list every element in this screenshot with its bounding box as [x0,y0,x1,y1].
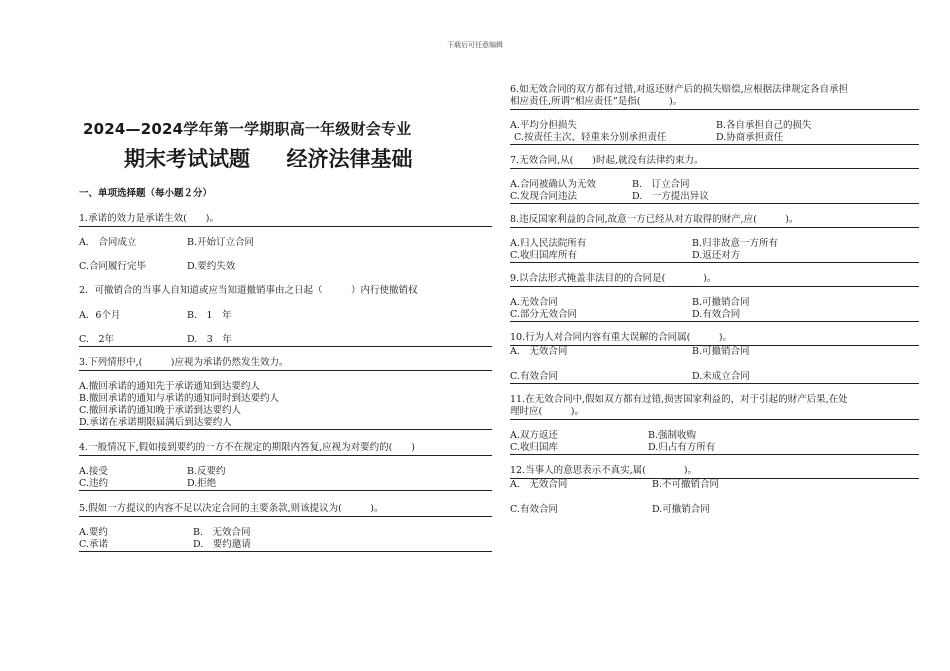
question-stem: 11.在无效合同中,假如双方都有过错,损害国家利益的，对于引起的财产后果,在处 [510,394,848,405]
question-stem: 9.以合法形式掩盖非法目的的合同是( )。 [510,273,919,287]
option-row [79,478,492,491]
option-c: C.违约 [79,478,108,489]
option-d: D. 3 年 [187,334,232,345]
option-c: C. 2年 [79,334,114,345]
header-note: 下载后可任意编辑 [447,41,503,49]
exam-title: 2024—2024学年第一学期职高一年级财会专业 [83,120,412,138]
option-b: B.可撤销合同 [692,297,750,308]
option-row [79,310,492,322]
option-c: C.撤回承诺的通知晚于承诺到达要约人 [79,405,241,416]
question-6 [510,84,919,145]
option-b: B. 订立合同 [632,179,690,190]
option-b: B.强制收购 [648,430,697,441]
question-stem-cont: 理时应( )。 [510,406,919,420]
question-stem: 5.假如一方提议的内容不足以决定合同的主要条款,则该提议为( )。 [79,503,492,517]
option-c: C.合同履行完毕 [79,261,146,272]
option-row [510,479,919,491]
option-b: B.可撤销合同 [692,346,750,357]
option-row [510,346,919,358]
option-row [79,527,492,539]
option-row [510,297,919,309]
option-c: C.部分无效合同 [510,309,577,320]
question-stem: 10.行为人对合同内容有重大误解的合同属( )。 [510,332,919,346]
option-a: A.合同被确认为无效 [510,179,596,190]
option-row [510,371,919,384]
question-10 [510,332,919,384]
option-b: B.撤回承诺的通知与承诺的通知同时到达要约人 [79,393,280,404]
question-stem: 12.当事人的意思表示不真实,属( )。 [510,465,919,479]
option-row [510,250,919,263]
option-row [79,539,492,552]
option-a: A. 无效合同 [510,479,568,490]
option-d: D.归占有方所有 [648,442,716,453]
question-stem: 7.无效合同,从( )时起,就没有法律约束力。 [510,155,919,169]
option-row [510,191,919,204]
question-stem: 8.违反国家利益的合同,故意一方已经从对方取得的财产,应( )。 [510,214,919,228]
question-3 [79,357,492,430]
question-5 [79,503,492,552]
section-heading: 一、单项选择题（每小题２分） [79,188,213,199]
question-8 [510,214,919,263]
option-a: A. 合同成立 [79,237,137,248]
option-c: C.有效合同 [510,504,558,515]
option-a: A．6个月 [79,310,121,321]
question-4 [79,442,492,491]
option-a: A.要约 [79,527,108,538]
option-d: D.返还对方 [692,250,741,261]
option-row [79,334,492,347]
option-b: B.各自承担自己的损失 [716,120,812,131]
option-row [510,430,919,442]
option-row [79,261,492,273]
option-a: A.平均分担损失 [510,120,577,131]
exam-subtitle: 期末考试试题 经济法律基础 [124,147,413,171]
option-b: B.归非故意一方所有 [692,238,779,249]
option-b: B.不可撤销合同 [652,479,720,490]
question-stem: 1.承诺的效力是承诺生效( )。 [79,213,492,227]
option-d: D.拒绝 [187,478,217,489]
option-d: D.可撤销合同 [652,504,710,515]
option-a: A. 无效合同 [510,346,568,357]
option-d: D.有效合同 [692,309,741,320]
option-b: B.反要约 [187,466,226,477]
option-row [79,466,492,478]
question-stem: 3.下列情形中,( )应视为承诺仍然发生效力。 [79,357,492,371]
option-b: B. 1 年 [187,310,232,321]
option-c: C.发现合同违法 [510,191,577,202]
question-stem: 6.如无效合同的双方都有过错,对返还财产后的损失赔偿,应根据法律规定各自承担 [510,84,849,95]
option-c: C.承诺 [79,539,108,550]
option-c: C.按责任主次、轻重来分别承担责任 [514,132,667,143]
left-column [79,118,492,552]
option-d: D.承诺在承诺期限届满后到达要约人 [79,417,492,430]
question-stem-cont: 相应责任,所谓“相应责任”是指( )。 [510,96,919,110]
option-d: D.未成立合同 [692,371,750,382]
option-d: D. 要约邀请 [193,539,251,550]
question-stem: 4.一般情况下,假如接到要约的一方不在规定的期限内答复,应视为对要约的( ) [79,442,492,456]
option-row [510,132,919,145]
question-7 [510,155,919,204]
option-a: A.接受 [79,466,108,477]
right-column [510,84,919,516]
question-1 [79,213,492,273]
option-row [79,237,492,249]
option-d: D.要约失效 [187,261,236,272]
option-a: A.撤回承诺的通知先于承诺通知到达要约人 [79,381,260,392]
option-a: A.无效合同 [510,297,558,308]
option-d: D.协商承担责任 [716,132,784,143]
option-row [510,442,919,455]
option-c: C.有效合同 [510,371,558,382]
question-12 [510,465,919,516]
question-2 [79,285,492,347]
option-c: C.收归国库 [510,442,558,453]
option-c: C.收归国库所有 [510,250,577,261]
option-d: D. 一方提出异议 [632,191,709,202]
question-11 [510,394,919,455]
option-row [510,120,919,132]
option-b: B. 无效合同 [193,527,251,538]
option-row [510,179,919,191]
option-a: A.双方返还 [510,430,558,441]
option-row [510,238,919,250]
question-9 [510,273,919,322]
option-b: B.开始订立合同 [187,237,255,248]
option-row [510,309,919,322]
question-stem: 2．可撤销合的当事人自知道或应当知道撤销事由之日起（ ）内行使撤销权 [79,285,418,296]
option-row [510,504,919,516]
option-a: A.归人民法院所有 [510,238,587,249]
